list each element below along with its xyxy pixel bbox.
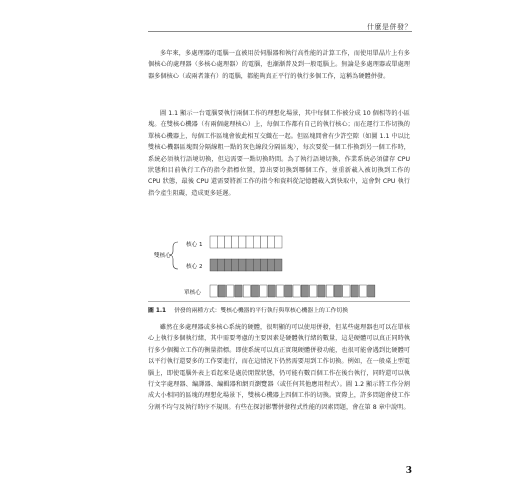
paragraph-hardware-threads: 雖然在多處理器或多核心系統的硬體，很明顯的可以使用併發，但某些處理器也可以在單核心上執行多個執行緒，其中需要考慮的主要因素是硬體執行緒的數量，這是硬體可以真正同時執行多少個獨立工作的衡量指標。即使系統可以真正實現硬體併發功能，也很可能會遇到比硬體可以平行執行還要多的工作要進行，而在這情況下仍然需要用到工作切換。例如，在一般桌上型電腦上，即使電腦外表上看起來是處於閒置狀態，仍可能有數百個工作在後台執行，同時還可以執行文字處理器、編譯器、編輯器和網頁瀏覽器（或任何其他應用程式）。圖 1.2 顯示將工作分割成大小相同的區塊的理想化場景下，雙核心機器上四個工作的切換。實際上，許多問題會使工作分割不均勻及執行時序不規則。有些在探討影響併發程式性能的因素問題，會在第 8 章中說明。 <box>148 324 410 411</box>
task-b-block <box>218 285 225 297</box>
task-b-block <box>210 259 217 271</box>
task-a-block <box>243 285 250 297</box>
header-rule <box>148 31 412 32</box>
task-b-block <box>260 259 267 271</box>
figure-caption-number: 圖 1.1 <box>148 308 167 314</box>
core1-task-row <box>210 236 282 248</box>
task-b-block <box>318 285 325 297</box>
single-core-label: 單核心 <box>184 290 201 296</box>
task-a-block <box>326 285 333 297</box>
task-a-block <box>343 285 350 297</box>
paragraph-intro: 多年來，多處理器的電腦一直被用於伺服器和執行高性能的計算工作，而使用單晶片上有多個核心的處理器（多核心處理器）的電腦，也漸漸普及到一般電腦上。無論是多處理器或單處理器多個核心（或兩者兼有）的電腦，都能夠真正平行的執行多個工作，這稱為硬體併發。 <box>148 50 410 80</box>
task-b-block <box>351 285 358 297</box>
page-number: 3 <box>405 466 412 476</box>
task-a-block <box>293 285 300 297</box>
dual-core-group-label: 雙核心 <box>154 253 171 259</box>
task-a-block <box>217 236 224 248</box>
task-b-block <box>368 285 375 297</box>
task-a-block <box>310 285 317 297</box>
task-a-block <box>246 236 253 248</box>
task-a-block <box>276 285 283 297</box>
task-a-block <box>253 236 260 248</box>
task-a-block <box>260 236 267 248</box>
task-a-block <box>268 236 275 248</box>
task-a-block <box>210 285 217 297</box>
task-b-block <box>275 259 282 271</box>
core2-task-row <box>210 259 282 271</box>
task-b-block <box>235 285 242 297</box>
task-b-block <box>246 259 253 271</box>
task-a-block <box>260 285 267 297</box>
task-a-block <box>239 236 246 248</box>
running-header: 什麼是併發？ <box>367 23 412 31</box>
figure-caption <box>148 305 348 314</box>
core1-label: 核心 1 <box>186 242 203 248</box>
paragraph-figure-explanation: 圖 1.1 顯示一台電腦要執行兩個工作的理想化場景，其中每個工作被分成 10 個相等的小區塊。在雙核心機器（有兩個處理核心）上，每個工作都有自己的執行核心；而在運行工作切換的單核心機器上，每個工作區塊會彼此相互交織在一起。但區塊間會有少許空隙（如圖 1.1 中以比雙核心機器區塊間分隔線粗一點的灰色線段分隔區塊），每次要從一個工作換到另一個工作時，系統必須執行語境切換，但這需要一點切換時間。為了執行語境切換，作業系統必須儲存 CPU 狀態和目前執行工作的指令指標位置，算出要切換到哪個工作，並重新載入被切換到工作的 CPU 狀態，最後 CPU 還需要將新工作的指令和資料從記憶體載入到快取中，這會對 CPU 執行指令產生阻礙，造成更多延遲。 <box>148 110 410 197</box>
task-a-block <box>210 236 217 248</box>
figure-concurrency-diagram <box>148 232 410 302</box>
task-b-block <box>224 259 231 271</box>
task-b-block <box>239 259 246 271</box>
task-a-block <box>232 236 239 248</box>
task-b-block <box>285 285 292 297</box>
single-core-task-row <box>210 285 375 297</box>
task-b-block <box>252 285 259 297</box>
task-b-block <box>217 259 224 271</box>
figure-caption-text: 併發的兩種方式：雙核心機器的平行執行與單核心機器上的工作切換 <box>174 308 349 314</box>
figure-svg <box>148 232 410 302</box>
caption-rule <box>148 301 410 302</box>
task-b-block <box>253 259 260 271</box>
task-b-block <box>268 259 275 271</box>
core2-label: 核心 2 <box>186 264 203 270</box>
task-a-block <box>275 236 282 248</box>
task-b-block <box>301 285 308 297</box>
task-a-block <box>227 285 234 297</box>
task-a-block <box>224 236 231 248</box>
task-a-block <box>359 285 366 297</box>
task-b-block <box>232 259 239 271</box>
task-b-block <box>268 285 275 297</box>
task-b-block <box>335 285 342 297</box>
